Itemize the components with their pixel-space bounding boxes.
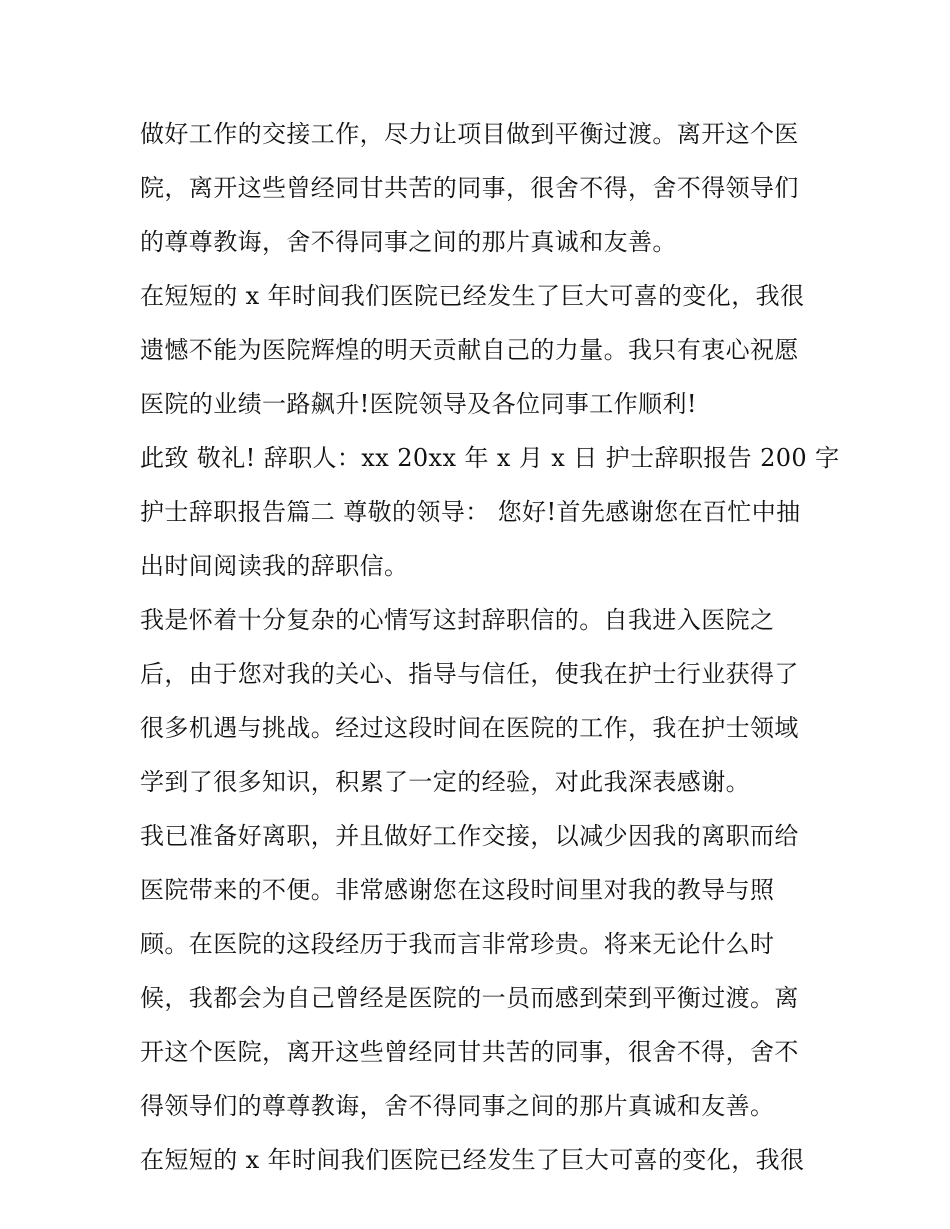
text-line: 在短短的 x 年时间我们医院已经发生了巨大可喜的变化，我很 [140,1146,805,1174]
text-line: 后，由于您对我的关心、指导与信任，使我在护士行业获得了 [140,660,799,688]
text-line: 开这个医院，离开这些曾经同甘共苦的同事，很舍不得，舍不 [140,1038,799,1066]
text-line: 院，离开这些曾经同甘共苦的同事，很舍不得，舍不得领导们 [140,174,799,202]
text-line: 医院的业绩一路飙升!医院领导及各位同事工作顺利! [140,390,697,418]
text-line: 候，我都会为自己曾经是医院的一员而感到荣到平衡过渡。离 [140,984,799,1012]
text-line: 学到了很多知识，积累了一定的经验，对此我深表感谢。 [140,768,750,796]
text-line: 做好工作的交接工作，尽力让项目做到平衡过渡。离开这个医 [140,120,799,148]
text-line: 顾。在医院的这段经历于我而言非常珍贵。将来无论什么时 [140,930,775,958]
text-line: 的尊尊教诲，舍不得同事之间的那片真诚和友善。 [140,228,677,256]
text-line: 我已准备好离职，并且做好工作交接，以减少因我的离职而给 [140,822,799,850]
text-line: 得领导们的尊尊教诲，舍不得同事之间的那片真诚和友善。 [140,1092,775,1120]
text-line: 护士辞职报告篇二 尊敬的领导： 您好!首先感谢您在百忙中抽 [140,498,801,526]
text-line: 遗憾不能为医院辉煌的明天贡献自己的力量。我只有衷心祝愿 [140,336,799,364]
text-line: 我是怀着十分复杂的心情写这封辞职信的。自我进入医院之 [140,606,775,634]
text-line: 此致 敬礼! 辞职人：xx 20xx 年 x 月 x 日 护士辞职报告 200 字 [140,444,840,472]
text-line: 医院带来的不便。非常感谢您在这段时间里对我的教导与照 [140,876,775,904]
text-line: 很多机遇与挑战。经过这段时间在医院的工作，我在护士领域 [140,714,799,742]
text-line: 出时间阅读我的辞职信。 [140,552,409,580]
text-line: 在短短的 x 年时间我们医院已经发生了巨大可喜的变化，我很 [140,282,805,310]
document-body-text [140,107,840,1187]
